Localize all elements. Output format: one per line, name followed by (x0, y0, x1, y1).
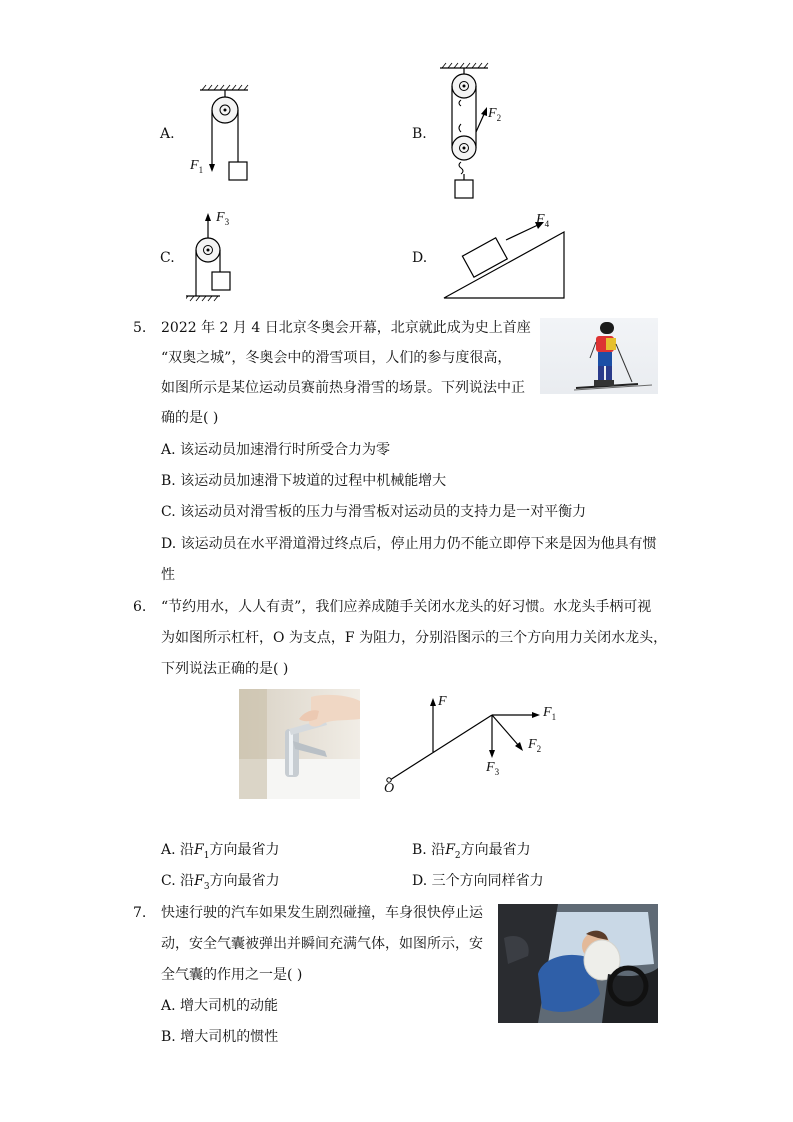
q5-option-a: A. 该运动员加速滑行时所受合力为零 (161, 442, 391, 458)
q4-option-b-label: B. (412, 126, 427, 142)
q5-option-d-cont: 性 (161, 567, 175, 583)
skier-photo (540, 318, 658, 394)
q4-figure-d-incline (440, 212, 570, 304)
q5-option-d: D. 该运动员在水平滑道滑过终点后，停止用力仍不能立即停下来是因为他具有惯 (161, 536, 657, 552)
q6-stem-line-2: 为如图所示杠杆，O 为支点，F 为阻力，分别沿图示的三个方向用力关闭水龙头， (161, 630, 668, 646)
q6-fig-label-o: O (384, 781, 395, 796)
q7-option-b: B. 增大司机的惯性 (161, 1029, 279, 1045)
q7-option-a: A. 增大司机的动能 (161, 998, 279, 1014)
q6-option-a: A. 沿$F_1$方向最省力 (161, 842, 280, 861)
q5-stem-line-2: “双奥之城”，冬奥会中的滑雪项目，人们的参与度很高， (161, 350, 512, 366)
q4-option-a-label: A. (160, 126, 175, 142)
q4-fig-d-force-label: $F_4$ (536, 212, 550, 229)
q5-stem-line-4: 确的是( ) (161, 410, 219, 426)
q4-figure-b-pulley-block (430, 62, 520, 202)
q6-option-c: C. 沿$F_3$方向最省力 (161, 873, 280, 892)
q7-stem-line-1: 快速行驶的汽车如果发生剧烈碰撞，车身很快停止运 (161, 905, 483, 921)
q7-stem-line-3: 全气囊的作用之一是( ) (161, 967, 303, 983)
q5-stem-line-3: 如图所示是某位运动员赛前热身滑雪的场景。下列说法中正 (161, 380, 525, 396)
q6-stem-line-1: “节约用水，人人有责”，我们应养成随手关闭水龙头的好习惯。水龙头手柄可视 (161, 599, 652, 615)
q4-option-c-label: C. (160, 250, 175, 266)
q6-stem-line-3: 下列说法正确的是( ) (161, 661, 289, 677)
q6-fig-label-f1: $F_1$ (543, 705, 557, 722)
faucet-photo (239, 689, 360, 799)
q6-fig-label-f: F (438, 694, 447, 709)
q6-fig-label-f2: $F_2$ (528, 737, 542, 754)
q4-fig-a-force-label: $F_1$ (190, 158, 204, 175)
q6-fig-label-f3: $F_3$ (486, 760, 500, 777)
q4-option-d-label: D. (412, 250, 428, 266)
q5-stem-line-1: 2022 年 2 月 4 日北京冬奥会开幕，北京就此成为史上首座 (161, 320, 531, 336)
airbag-photo (498, 904, 658, 1023)
q5-option-c: C. 该运动员对滑雪板的压力与滑雪板对运动员的支持力是一对平衡力 (161, 504, 587, 520)
q4-fig-b-force-label: $F_2$ (488, 106, 502, 123)
q7-stem-line-2: 动，安全气囊被弹出并瞬间充满气体，如图所示，安 (161, 936, 483, 952)
q4-fig-c-force-label: $F_3$ (216, 210, 230, 227)
q5-option-b: B. 该运动员加速滑下坡道的过程中机械能增大 (161, 473, 447, 489)
q6-number: 6. (133, 599, 147, 615)
q5-number: 5. (133, 320, 147, 336)
q6-option-b: B. 沿$F_2$方向最省力 (412, 842, 531, 861)
q6-option-d: D. 三个方向同样省力 (412, 873, 544, 889)
q7-number: 7. (133, 905, 147, 921)
